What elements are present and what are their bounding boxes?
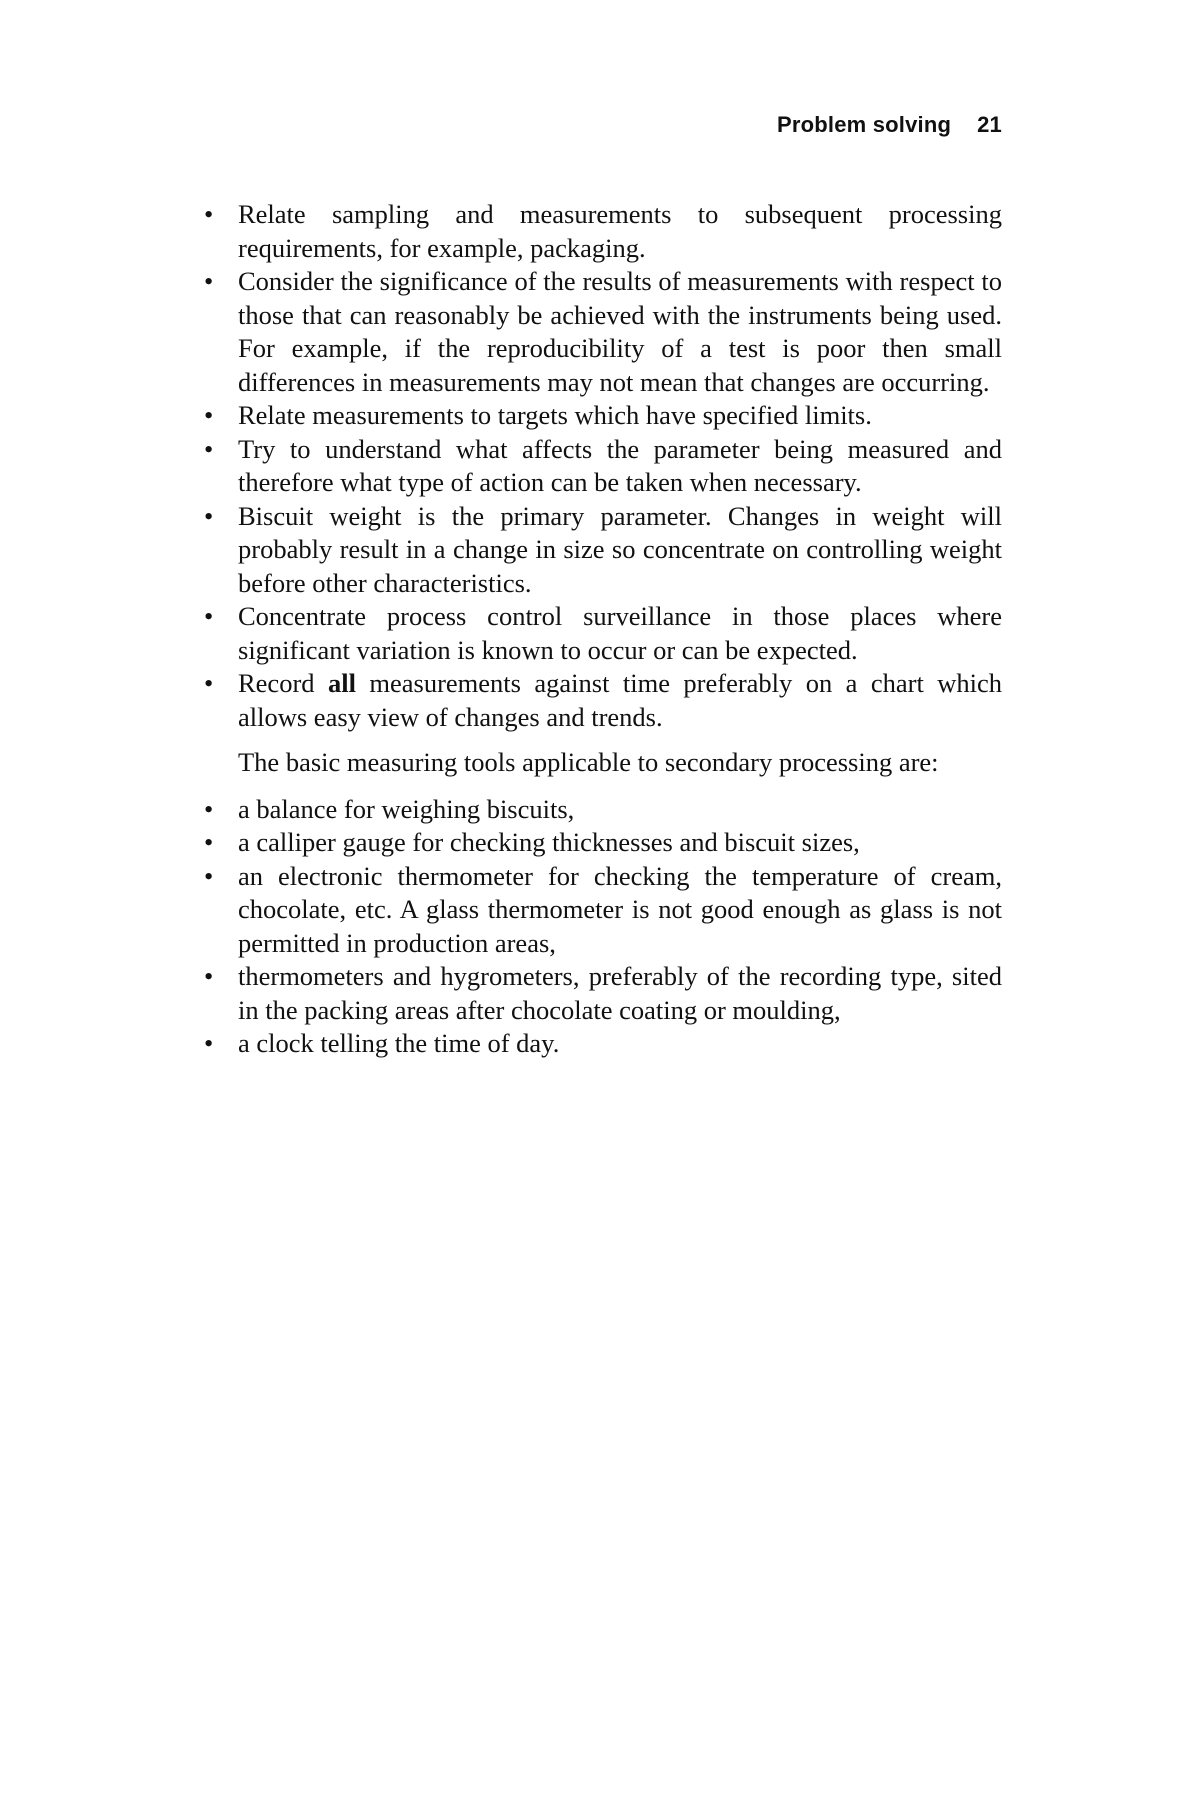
list-item: • Concentrate process control surveillance in those places where significant variation is known to occur or can be expected. [200, 600, 1002, 667]
measuring-tools-list [200, 793, 1002, 1061]
guidelines-list [200, 198, 1002, 734]
list-item: • Relate sampling and measurements to subsequent processing requirements, for example, packaging. [200, 198, 1002, 265]
page-content [200, 198, 1002, 1061]
list-item: • a clock telling the time of day. [200, 1027, 1002, 1061]
record-item-emphasis: all [327, 668, 356, 698]
list-item: • a calliper gauge for checking thicknesses and biscuit sizes, [200, 826, 1002, 860]
list-item: • Relate measurements to targets which have specified limits. [200, 399, 1002, 433]
running-header [200, 112, 1002, 138]
list-item: • a balance for weighing biscuits, [200, 793, 1002, 827]
list-item: • thermometers and hygrometers, preferably of the recording type, sited in the packing areas after chocolate coating or moulding, [200, 960, 1002, 1027]
running-title: Problem solving [776, 112, 952, 137]
intro-paragraph: The basic measuring tools applicable to secondary processing are: [238, 747, 939, 777]
record-item-end: measurements against time preferably on a chart which allows easy view of changes and trends. [238, 668, 1003, 732]
list-item: • Try to understand what affects the parameter being measured and therefore what type of action can be taken when necessary. [200, 433, 1002, 500]
list-item: • an electronic thermometer for checking the temperature of cream, chocolate, etc. A glass thermometer is not good enough as glass is not permitted in production areas, [200, 860, 1002, 961]
list-item: • Consider the significance of the results of measurements with respect to those that can reasonably be achieved with the instruments being used. For example, if the reproducibility of a test is poor then small differences in measurements may not mean that changes are occurring. [200, 265, 1002, 399]
list-item [200, 667, 1002, 734]
list-item: • Biscuit weight is the primary parameter. Changes in weight will probably result in a change in size so concentrate on controlling weight before other characteristics. [200, 500, 1002, 601]
page-number: 21 [977, 112, 1002, 137]
record-item-start: Record [238, 668, 328, 698]
